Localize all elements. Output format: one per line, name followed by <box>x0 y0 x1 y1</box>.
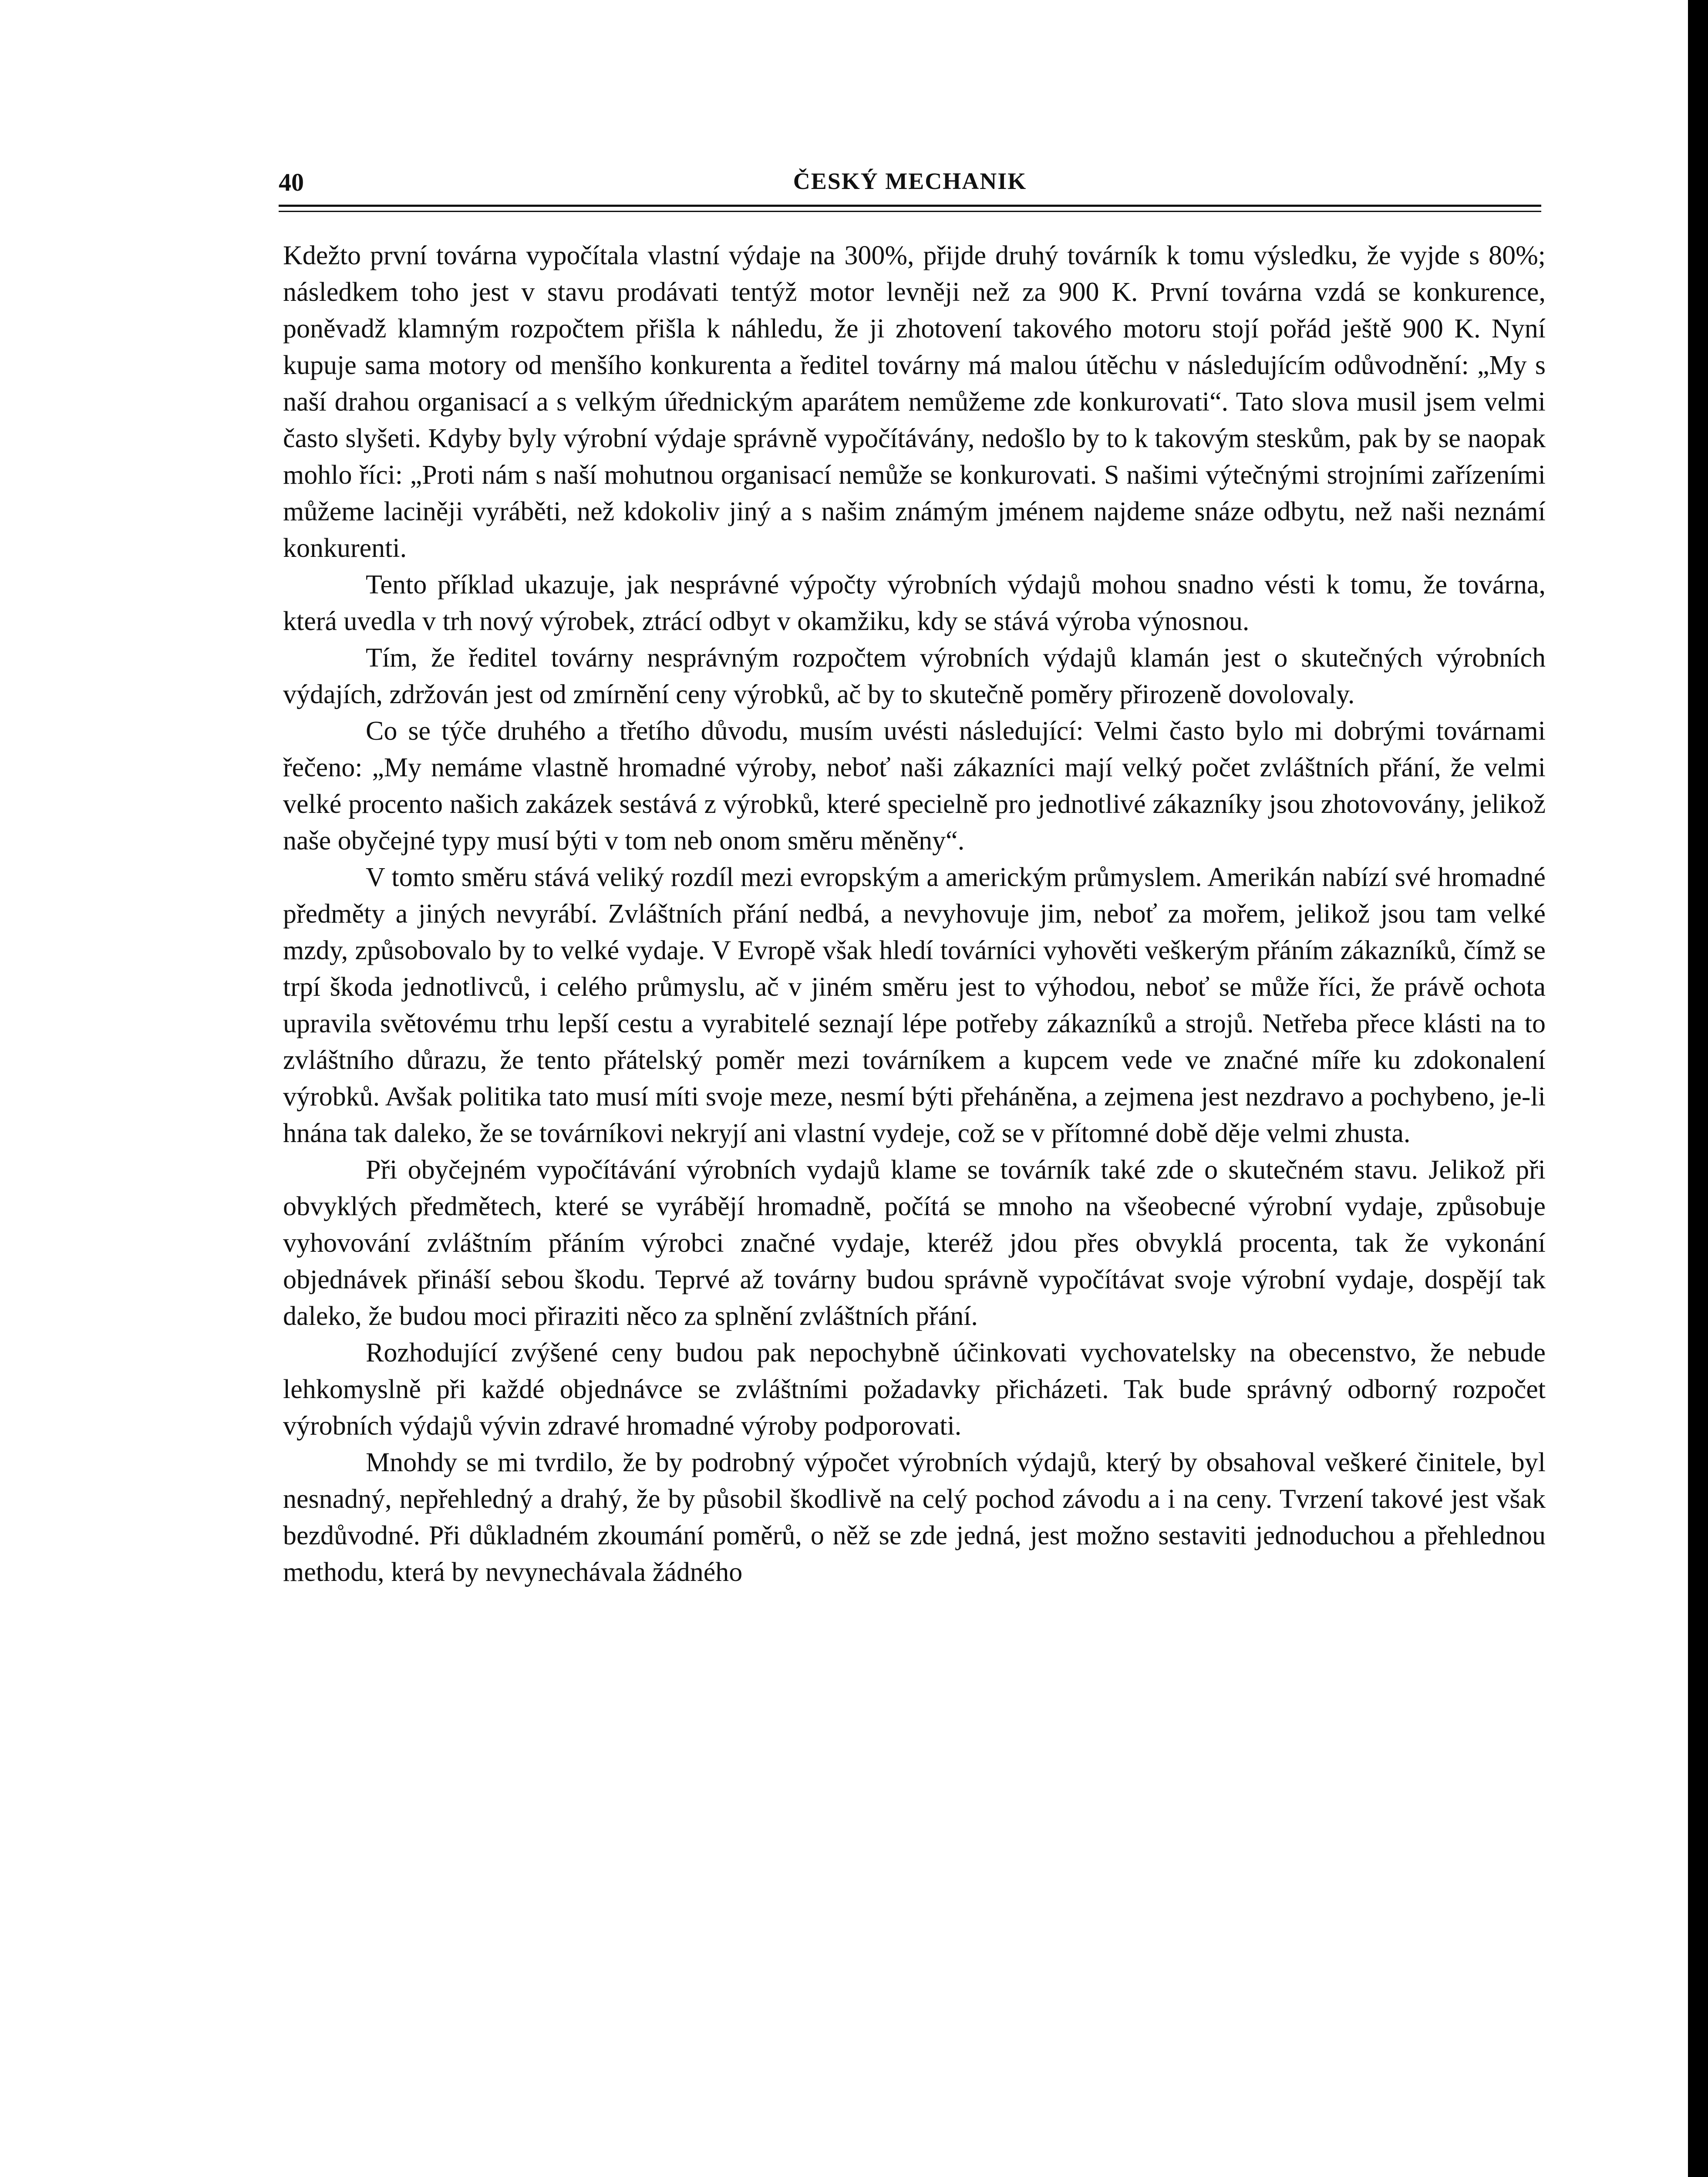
paragraph-2: Tento příklad ukazuje, jak nesprávné výpočty výrobních výdajů mohou snadno vésti k tomu, že továrna, která uvedla v trh nový výrobek, ztrácí odbyt v okamžiku, kdy se stává výroba výnosnou. <box>283 570 1546 636</box>
journal-title: ČESKÝ MECHANIK <box>793 168 1027 194</box>
paragraph-3: Tím, že ředitel továrny nesprávným rozpočtem výrobních výdajů klamán jest o skutečných výrobních výdajích, zdržován jest od zmírnění ceny výrobků, ač by to skutečně poměry přirozeně dovolovaly. <box>283 643 1546 709</box>
paragraph-4: Co se týče druhého a třetího důvodu, musím uvésti následující: Velmi často bylo mi dobrými továrnami řečeno: „My nemáme vlastně hromadné výroby, neboť naši zákazníci mají velký počet zvláštních přání, že velmi velké procento našich zakázek sestává z výrobků, které specielně pro jednotlivé zákazníky jsou zhotovovány, jelikož naše obyčejné typy musí býti v tom neb onom směru měněny“. <box>283 716 1546 856</box>
article-body <box>283 237 1546 1591</box>
paragraph-1: Kdežto první továrna vypočítala vlastní výdaje na 300%, přijde druhý továrník k tomu výsledku, že vyjde s 80%; následkem toho jest v stavu prodávati tentýž motor levněji než za 900 K. První továrna vzdá se konkurence, poněvadž klamným rozpočtem přišla k náhledu, že ji zhotovení takového motoru stojí pořád ještě 900 K. Nyní kupuje sama motory od menšího konkurenta a ředitel továrny má malou útěchu v následujícím odůvodnění: „My s naší drahou organisací a s velkým úřednickým aparátem nemůžeme zde konkurovati“. Tato slova musil jsem velmi často slyšeti. Kdyby byly výrobní výdaje správně vypočítávány, nedošlo by to k takovým steskům, pak by se naopak mohlo říci: „Proti nám s naší mohutnou organisací nemůže se konkurovati. S našimi výtečnými strojními zařízeními můžeme laciněji vyráběti, než kdokoliv jiný a s našim známým jménem najdeme snáze odbytu, než naši neznámí konkurenti. <box>283 241 1546 563</box>
paragraph-6: Při obyčejném vypočítávání výrobních vydajů klame se továrník také zde o skutečném stavu. Jelikož při obvyklých předmětech, které se vyrábějí hromadně, počítá se mnoho na všeobecné výrobní vydaje, způsobuje vyhovování zvláštním přáním výrobci značné vydaje, kteréž jdou přes obvyklá procenta, tak že vykonání objednávek přináší sebou škodu. Teprvé až továrny budou správně vypočítávat svoje výrobní vydaje, dospějí tak daleko, že budou moci přiraziti něco za splnění zvláštních přání. <box>283 1155 1546 1331</box>
page-number: 40 <box>279 168 304 196</box>
header-rule-thin <box>279 211 1541 212</box>
page-header <box>279 161 1541 200</box>
scan-edge-bar <box>1688 0 1708 2177</box>
paragraph-7: Rozhodující zvýšené ceny budou pak nepochybně účinkovati vychovatelsky na obecenstvo, že nebude lehkomyslně při každé objednávce se zvláštními požadavky přicházeti. Tak bude správný odborný rozpočet výrobních výdajů vývin zdravé hromadné výroby podporovati. <box>283 1338 1546 1441</box>
paragraph-5: V tomto směru stává veliký rozdíl mezi evropským a americkým průmyslem. Amerikán nabízí své hromadné předměty a jiných nevyrábí. Zvláštních přání nedbá, a nevyhovuje jim, neboť za mořem, jelikož jsou tam velké mzdy, způsobovalo by to velké vydaje. V Evropě však hledí továrníci vyhověti veškerým přáním zákazníků, čímž se trpí škoda jednotlivců, i celého průmyslu, ač v jiném směru jest to výhodou, neboť se může říci, že právě ochota upravila světovému trhu lepší cestu a vyrabitelé seznají lépe potřeby zákazníků a strojů. Netřeba přece klásti na to zvláštního důrazu, že tento přátelský poměr mezi továrníkem a kupcem vede ve značné míře ku zdokonalení výrobků. Avšak politika tato musí míti svoje meze, nesmí býti přeháněna, a zejmena jest nezdravo a pochybeno, je-li hnána tak daleko, že se továrníkovi nekryjí ani vlastní vydeje, což se v přítomné době děje velmi zhusta. <box>283 863 1546 1148</box>
paragraph-8: Mnohdy se mi tvrdilo, že by podrobný výpočet výrobních výdajů, který by obsahoval veškeré činitele, byl nesnadný, nepřehledný a drahý, že by působil škodlivě na celý pochod závodu a i na ceny. Tvrzení takové jest však bezdůvodné. Při důkladném zkoumání poměrů, o něž se zde jedná, jest možno sestaviti jednoduchou a přehlednou methodu, která by nevynechávala žádného <box>283 1448 1546 1587</box>
header-rule <box>279 205 1541 207</box>
